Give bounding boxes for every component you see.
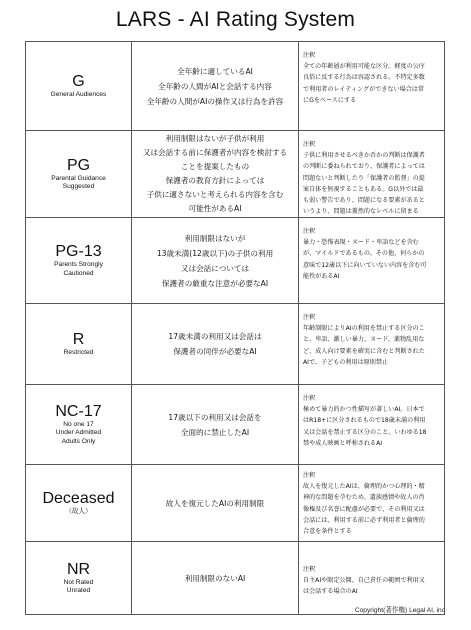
rating-subtitle: Restricted — [63, 348, 94, 356]
rating-code: NR — [66, 560, 91, 578]
rating-code-cell — [26, 218, 132, 303]
description-line: 全年齢に適しているAI — [177, 66, 253, 76]
rating-code: NC-17 — [55, 402, 102, 420]
note-label: 注釈 — [303, 228, 316, 235]
note-line: 案自体を無視することもある。G以外では最 — [303, 185, 424, 193]
rating-code-cell — [26, 465, 132, 541]
note-label: 注釈 — [303, 566, 316, 573]
note-line: 禁や成人映画と呼称されるAI — [303, 439, 383, 447]
note-line: 能性があるAI — [303, 272, 340, 280]
note-line: 極めて暴力的かつ性描写が著しいAI。日本で — [303, 406, 425, 414]
rating-code: PG-13 — [55, 243, 102, 261]
description-line: 故人を復元したAIの利用制限 — [165, 498, 265, 508]
description-line: 13歳未満(12歳以下)の子供の利用 — [156, 248, 274, 258]
description-line: 又は会話する前に保護者が内容を検討する — [142, 148, 288, 157]
rating-description — [132, 542, 299, 614]
rating-row-deceased — [26, 464, 444, 541]
rating-description — [132, 131, 299, 217]
description-line: 全面的に禁止したAI — [180, 427, 250, 437]
note-line: 問題ないと判断したり「保護者の監督」の提 — [303, 174, 425, 182]
rating-row-pg — [26, 130, 444, 217]
note-line: 良俗に反する行為は容認される。不特定多数 — [303, 74, 425, 82]
copyright-text: Copyright(著作権) Legal AI, inc — [354, 607, 445, 614]
rating-code-cell — [26, 42, 132, 130]
rating-row-nc17 — [26, 384, 444, 464]
description-line: 保護者の厳重な注意が必要なAI — [161, 278, 269, 288]
rating-subtitle: Not Rated — [63, 578, 94, 586]
description-line: 全年齢の人間がAIの操作又は行為を許容 — [146, 96, 284, 106]
rating-subtitle: Unrated — [66, 587, 91, 594]
rating-note — [299, 131, 444, 217]
rating-subtitle: Suggested — [62, 183, 95, 190]
rating-code: R — [72, 330, 85, 348]
note-line: 子供に利用させるべきか否かの判断は保護者 — [303, 152, 425, 160]
note-line: が、マイルドであるもの。その他、何らかの — [303, 250, 425, 258]
rating-note — [299, 465, 444, 541]
rating-code-cell — [26, 542, 132, 614]
description-line: 又は会話については — [180, 263, 250, 273]
rating-row-r — [26, 303, 444, 384]
rating-code-cell — [26, 304, 132, 384]
rating-subtitle: No one 17 — [63, 420, 94, 428]
note-line: は会話する場合のAI — [303, 588, 358, 596]
note-label: 注釈 — [303, 141, 316, 148]
description-line: ことを提案したもの — [180, 162, 250, 171]
note-line: 会話には、利用する前に必ず利用者と倫理的 — [303, 516, 425, 524]
description-line: 利用制限はないが子供が利用 — [165, 134, 265, 143]
note-line: 神的な問題を孕むため、遺族感情や故人の肖 — [303, 494, 425, 502]
note-label: 注釈 — [303, 395, 316, 402]
rating-description — [132, 385, 299, 464]
rating-description — [132, 218, 299, 303]
description-line: 保護者の教育方針によっては — [165, 176, 265, 185]
description-line: 全年齢の人間がAIと会話する内容 — [158, 81, 272, 91]
note-line: はR18+に区分されるもので18歳未満の利用 — [303, 417, 426, 425]
rating-description — [132, 304, 299, 384]
rating-code: G — [72, 72, 85, 90]
rating-description — [132, 42, 299, 130]
rating-subtitle: Adults Only — [61, 437, 96, 445]
description-line: 17歳未満の利用又は会話は — [168, 332, 262, 341]
note-line: AIで、子どもの利用は原則禁止 — [303, 358, 389, 366]
rating-subtitle: Cautioned — [63, 269, 94, 277]
rating-code-cell — [26, 131, 132, 217]
rating-table — [25, 41, 445, 615]
description-line: 可能性があるAI — [188, 204, 242, 213]
description-line: 17歳以下の利用又は会話を — [168, 412, 262, 422]
rating-subtitle: （故人） — [65, 507, 92, 515]
note-line: 自主AIや限定公開、自己責任の範囲で利用又 — [303, 577, 425, 585]
rating-code: Deceased — [42, 489, 115, 507]
note-line: ど、成人向け要素を確実に含むと判断された — [303, 347, 425, 355]
note-line: 暴力・恐怖表現・ヌード・卑語などを含む — [303, 239, 419, 247]
description-line: 子供に適さないと考えられる内容を含む — [146, 190, 284, 199]
note-line: で利用者のレイティングができない場合は常 — [303, 85, 424, 93]
note-line: 年齢制限によりAIの利用を禁止する区分のこ — [303, 325, 425, 333]
description-line: 利用制限はないが — [184, 233, 246, 243]
description-line: 利用制限のないAI — [184, 573, 246, 583]
rating-row-pg13 — [26, 217, 444, 303]
rating-code: PG — [66, 156, 91, 174]
note-line: 故人を復元したAIは、倫理的かつ心理的・精 — [303, 483, 425, 491]
note-line: 合意を条件とする — [303, 528, 352, 536]
page-title: LARS - AI Rating System — [115, 8, 356, 31]
note-line: も弱い警告であり、問題になる要素があると — [303, 197, 425, 205]
rating-note — [299, 304, 444, 384]
note-line: 又は会話を禁止する区分のこと。いわゆる18 — [303, 428, 427, 436]
rating-description — [132, 465, 299, 541]
note-line: にGをベースにする — [303, 96, 357, 104]
rating-note — [299, 218, 444, 303]
rating-subtitle: Parents Strongly — [54, 261, 103, 269]
note-line: 意味で12歳以下に向いていない内容を含む可 — [303, 261, 427, 269]
rating-row-g — [26, 42, 444, 130]
note-label: 注釈 — [303, 472, 316, 479]
rating-note — [299, 385, 444, 464]
note-line: いうより、問題は蓋然的なレベルに留まる — [303, 208, 419, 216]
note-line: の判断に委ねられており、保護者によっては — [303, 163, 425, 171]
note-label: 注釈 — [303, 52, 316, 59]
rating-note — [299, 42, 444, 130]
note-label: 注釈 — [303, 314, 316, 321]
note-line: 像権及び名誉に配慮が必要で、その利用又は — [303, 505, 425, 513]
rating-subtitle: General Audiences — [50, 90, 107, 98]
note-line: と。卑語、激しい暴力、ヌード、薬物乱用な — [303, 336, 425, 344]
rating-subtitle: Parental Guidance — [51, 174, 106, 182]
description-line: 保護者の同伴が必要なAI — [173, 347, 257, 356]
rating-subtitle: Under Admitted — [55, 429, 102, 437]
note-line: 全ての年齢層が利用可能な区分。軽度の公序 — [303, 63, 425, 71]
rating-code-cell — [26, 385, 132, 464]
